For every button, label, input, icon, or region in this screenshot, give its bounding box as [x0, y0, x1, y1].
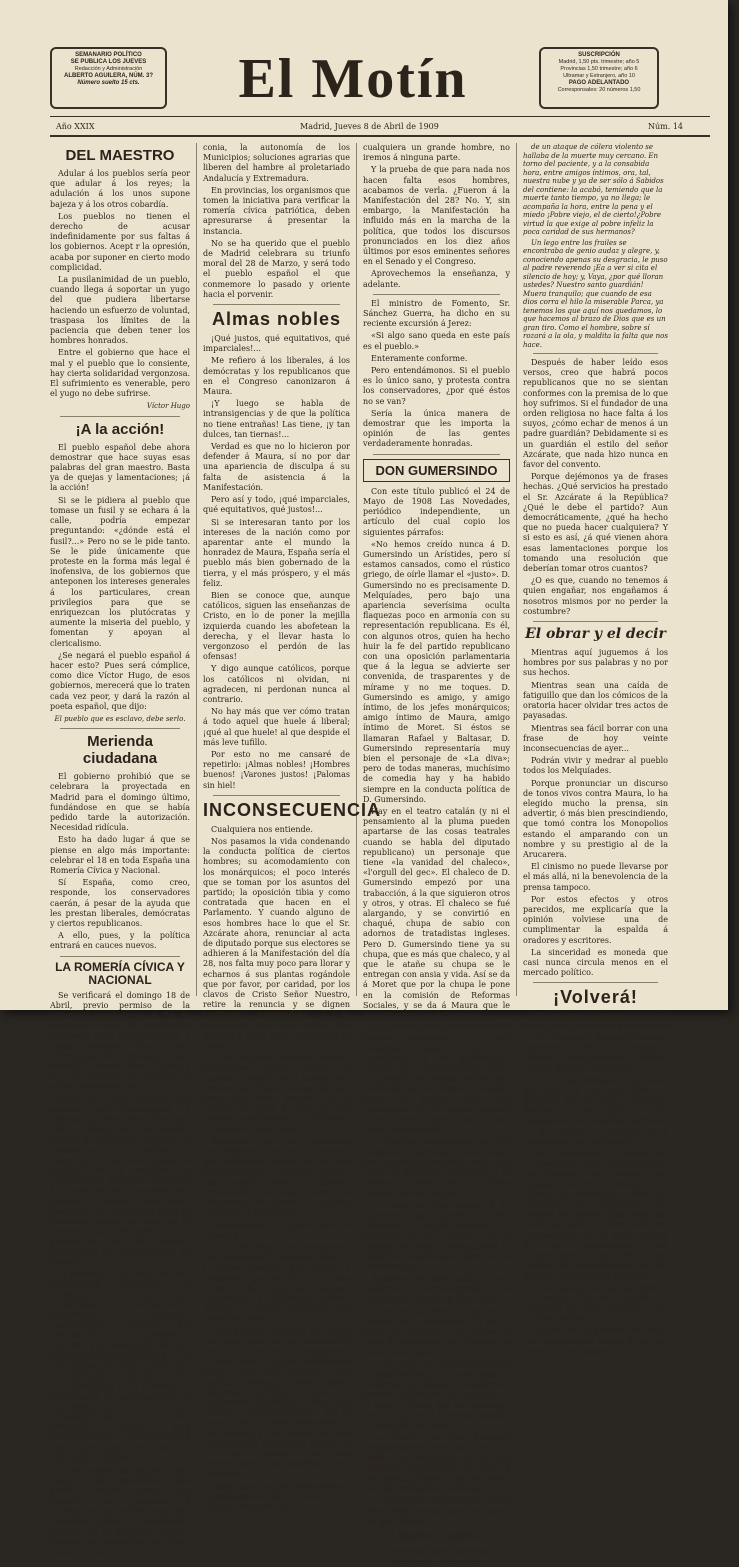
separator [533, 353, 658, 354]
paragraph: Y la prueba de que para nada nos hacen falta esos hombres, acabamos de verla. ¿Fueron á la Manifestación del 28? No. Y, sin embargo, la Manifestación ha influido más en la marcha de la política, que todos los discursos pronunciados en los diez años últimos por esos eminentes señores en el Senado y el Congreso. [363, 165, 510, 267]
paragraph: El cinismo no puede llevarse por el más allá, ni la benevolencia de la prensa tampoco. [523, 862, 668, 892]
paragraph: Sí España, como creo, responde, los conservadores caerán, á pesar de la ayuda que les prestan liberales, demócratas y ciertos republicanos. [50, 878, 190, 928]
paragraph: Y digo aunque católicos, porque los católicos ni olvidan, ni agradecen, ni perdonan nunca al contrario. [203, 664, 350, 704]
paragraph: Pero así y todo, ¡qué imparciales, qué equitativos, qué justos!... [203, 495, 350, 515]
paragraph: Pero entendámonos. Si el pueblo es lo único sano, y protesta contra los conservadores, ¿por qué éstos no se van? [363, 366, 510, 406]
paragraph: Hay en el teatro catalán (y ni el pensamiento al la pluma pueden apartarse de las cosas teatrales cuando se habla del diputado republicano) un personaje que tiene «la vanidad del chaleco», «l'orgull del gec». El chaleco de D. Gumersindo empezó por una trabacción, á la que siguieron otros y otros, y otras. El chaleco se fué alargando, y se convirtió en chaqué, chupa de sabio con adornos de tratadistas ingleses. Pero D. Gumersindo tiene ya su chupa, que es más que chaleco, y al que le atañe su chupa se le entregan con ansia y vida. Así se da á Moret que por la chupa le pone en la comisión de Reformas Sociales, y se da á Maura que le deja discurrir en el Congreso. [363, 806, 510, 1021]
right-box-line3: Ultramar y Extranjero, año 10 [563, 73, 635, 79]
article-heading-el-obrar: El obrar y el decir [525, 626, 666, 643]
separator [213, 795, 340, 796]
paragraph: Después de haber leído esos versos, creo que habrá pocos republicanos que no se sientan conformes con la premisa de lo que hoy sufrimos. Si el fundador de una orden religiosa no hace falta á los suyos, ¿cómo echar de menos á un padre guardián? Debidamente si es un guardián el estilo del señor Azcárate, que nada hizo nunca en favor del convento. [523, 358, 668, 470]
paragraph: Como por feliz iniciativa del senador por Guadalajara y diputado por Barcelona, don Juan Sol y Ortega, por indicaciones hechas de distintas ciudades, la romería se ha de verificar el mismo día 18 en toda España, la solicitud se ha ampliado la convocatoria, señalando dos fines á la romería cívica nacional: uno general ó español; otro local, madrileño. El segundo es pedir al Gobierno inspire sus actos, en lo relativo al Canal de Isabel II, en la proposición de la minoría republicana del Ayuntamiento de Madrid. [50, 1094, 190, 1267]
article-heading-romeria: LA ROMERÍA CÍVICA Y NACIONAL [55, 959, 185, 987]
article-heading-merienda: Merienda ciudadana [82, 733, 158, 768]
paragraph: ¿O es que, cuando no tenemos á quien engañar, nos engañamos á nosotros mismos por no perder la costumbre? [523, 576, 668, 616]
paragraph: No hay más que ver cómo tratan á todo aquel que huele á liberal; ¡qué al que huele! al que despide el más leve tufillo. [203, 707, 350, 747]
article-heading-volvera: ¡Volverá! [553, 987, 638, 1008]
right-box-line2: Provincias 1,50 trimestre; año 6 [560, 66, 638, 72]
signature: Víctor Hugo [146, 402, 190, 411]
article-heading-almas-nobles: Almas nobles [211, 309, 342, 330]
paragraph: Verdad es que no lo hicieron por defender á Maura, sí no por dar una apariencia de disculpa á su falta de asistencia á la Manifestación. [203, 442, 350, 492]
column-4 [523, 143, 668, 1356]
paragraph: El gobierno prohibió que se celebrara la proyectada en Madrid para el domingo último, fundándose en que se había pedido tarde la autorización. Necesidad ridícula. [50, 772, 190, 833]
masthead-rule-top [50, 116, 710, 117]
paragraph: Por esto no me cansaré de repetirlo: ¡Almas nobles! ¡Hombres buenos! ¡Varones justos! ¡Palomas sin hiel! [203, 749, 350, 790]
masthead-rule-bottom [50, 135, 710, 137]
paragraph: Reproducido este artículo, por hallarme completamente de acuerdo con lo que en él se dice. [363, 1274, 510, 1304]
separator [533, 982, 658, 983]
paragraph: Adular á los pueblos sería peor que adular á los reyes; la adulación á los unos supone bajeza y á los otros cobardía. [50, 169, 190, 209]
paragraph: En el juego que se traen liberales y conservadores, les hacen falta los Azcárates que hagan en nombre del partido republicano la oposición en el modo y forma que les convenga. Pero lo que es á nosotros, maldita la falta que nos hacen. [363, 1359, 510, 1430]
paragraph: No se ha querido que el pueblo de Madrid celebrara su triunfo moral del 28 de Marzo, y será todo el pueblo español el que conmemore lo pasado y oriente hacia el porvenir. [203, 238, 350, 299]
paragraph: Sí; en las primeras elecciones que haya, y sea cual fuere el gobierno que las haga, tendrá un distrito, el de León ú otro cualquiera, sin candidato enfrente. Es de justicia. Y además es la costumbre. Casi la tradición. [523, 1075, 668, 1146]
paragraph: La política entre los hombres de partidos extremos, y no hay extremos mayores que el republicano y el monárquico, cuando no es intransigencia feroz, se convierte en blando contubernio. Confesada por él mismo la amistad íntima con Maura, ¿cómo este republicano ha de sentir ardores contra Maura contra todo lo que Maura representa? [363, 1023, 510, 1135]
paragraph: Esos hombres carecen de fuerza real; sólo tienen lo que nosotros les damos. ¿A qué, pues, lamentarnos si nos dejan? ¿Qué hubiéramos tenido valor para echarlos hace mucho tiempo! ¿Qué podía habernos sucedido? ¿Qué no tuviéramos República? Pues así estamos. Pero lamentamos, por lo menos, más fe, más entusiasmo y más energía, y todo lo que son esos hombres han aniquilado; porque si no han podido, con sus irresoluciones, sus cobardías y sus egoísmos. [203, 1326, 350, 1479]
separator [533, 621, 658, 622]
paragraph: La sinceridad es moneda que casi nunca circula menos en el mercado político. [523, 947, 668, 978]
paragraph: Entre el gobierno que hace el mal y el pueblo que lo consiente, hay cierta solidaridad vergonzosa. El sufrimiento es venerable, pero el yugo no debe sufrirse. [50, 348, 190, 399]
paragraph: En vano es que digáis á D. Gumersindo que la política no tiene entrañas. El seguirá poniendo las ternuras de su corazón en la amistad de Maura y al algo sobre lo cederá los republicanos para que se entretengan.» [363, 1200, 510, 1271]
paragraph: Ya lo sabéis, ¡no tan solemne!... Lo repito: No se concibe el Congreso sin el Sr. Azcárate... Por lo tanto, volverá. [523, 1283, 668, 1324]
poem-stanza: Un lego entre los frailes se encontraba de genio audaz y alegre, y, conociendo apenas su desgracia, le puso al padre reverendo ¡Ea a ver si cita el silencio de hoy; y, Vaya, ¿por qué lloran ustedes? Nuestro santo guardián! Muera tranquilo; que cuando de esa dios corra el hilo la miserable Parca, ya tenemos los que aquí nos quedamos, lo que hacemos al brazo de Dios que es un gran tiro. Como el hombre, sobre sí rozará a la ola, y maldita la falta que nos hace. [523, 238, 668, 349]
paragraph: Me refiero á los liberales, á los demócratas y los republicanos que en el Congreso canonizaron á Maura. [203, 356, 350, 397]
article-heading-del-maestro: DEL MAESTRO [65, 147, 175, 164]
paragraph: En provincias, los organismos que tomen la iniciativa para verificar la romería cívica patriótica, deben apresurarse á presentar la instancia. [203, 185, 350, 236]
newspaper-title: El Motín [238, 48, 468, 110]
paragraph: ¿Quieso ser el primero en llevar esta consoladora nueva á los que lloran su corta ausencia. [523, 1326, 668, 1356]
column-2 [203, 143, 382, 1511]
paragraph: ¡Qué justos, qué equitativos, qué imparciales!... [203, 334, 350, 354]
paragraph: Sí; el Sr. Azcárate es uno de los sostenes de la monarquía. Si así no fuese, no hubieran ido Maura ni Dato á suplicarle que retirara la renuncia del acta. [363, 1306, 510, 1357]
separator [60, 956, 180, 957]
separator [60, 416, 180, 417]
article-heading-inconsecuencia: INCONSECUENCIA [203, 799, 382, 820]
paragraph: Porque dejémonos ya de frases hechas. ¿Qué servicios ha prestado el Sr. Azcárate á la República? ¿Qué le debe el partido? Aun democráticamente, ¿qué ha hecho que no pueda hacer cualquiera? Y si esto es así, ¿á qué vienen ahora esas lamentaciones porque los tomando una resolución que deberían tomar otros cuantos? [523, 472, 668, 574]
poem-heading: A muertos y á idos... [387, 1531, 486, 1542]
right-box-line1: Madrid, 1,50 pts. trimestre; año 5 [558, 59, 640, 65]
separator [373, 454, 500, 455]
article-heading-don-gumersindo: DON GUMERSINDO [363, 459, 510, 482]
paragraph: Esto ha dado lugar á que se piense en algo más importante: celebrar el 18 en toda España una Romería Cívica y Nacional. [50, 835, 190, 875]
paragraph: ¿Se negará el pueblo español á hacer esto? Pues será cómplice, como dice Víctor Hugo, de esos gobiernos, merecerá que lo traten cada vez peor, y dará la razón al poeta español, que dijo: [50, 650, 190, 711]
paragraph: Si se interesaran tanto por los intereses de la nación como por aparentar ante el mundo la honradez de Maura, España sería el pueblo más bien gobernado de la tierra, y el más próspero, y el más feliz. [203, 517, 350, 588]
paragraph: Mientras aquí juguemos á los hombres por sus palabras y no por sus hechos. [523, 648, 668, 678]
paragraph: Siguiendo con este veleidoso procedimiento, no me extrañaría que sabiésemos algún día ver una Manifestación, en señal de santón, para rogarle que se dignara concedernos la alta honra de escupirnos, en premio á nuestra abyección y servilismo. [203, 1136, 350, 1218]
paragraph: El pueblo español debe ahora demostrar que hace suyas esas palabras del gran maestro. Basta ya de quejas y lamentaciones; ¡á la acción! [50, 442, 190, 493]
paragraph: ¡Oh vosotros, republicanos que lloráis la ausencia del Sr. Azcárate en el Congreso! Enjugad vuestras lágrimas y dad una tregua á vuestra desconsolada noticia: volverá pronto á su escaño! [523, 1012, 668, 1073]
paragraph: Con este título publicó el 24 de Mayo de 1908 Las Novedades, periódico independiente, un artículo del cual copio los siguientes párrafos: [363, 486, 510, 537]
paragraph: Si se le pidiera al pueblo que tomase un fusil y se echara á la calle, podría empezar preguntando: «¿dónde está el fusil?...» Pero no se le pide tanto. Se le pide únicamente que proteste en la forma más legal é inofensiva, de los gobiernos que anteponen los intereses generales á los particulares, crean privilegios para que se enriquezcan los plutócratas y aumente la miseria del pueblo, y fomentan y apoyan al clericalismo. [50, 495, 190, 648]
paragraph: La pusilanimidad de un pueblo, cuando llega á soportar un yugo del que pudiera libertarse haciendo un esfuerzo de voluntad, traspasa los límites de la paciencia que deben tener los hombres honrados. [50, 275, 190, 346]
masthead-right-box [539, 47, 659, 109]
paragraph: Los pueblos no tienen el derecho de acusar indefinidamente por sus faltas á los gobiernos. Acept r la opresión, acaba por suponer en cierto modo complicidad. [50, 211, 190, 272]
paragraph: ¡Y luego se habla de intransigencias y de que la política no tiene entrañas! Las tiene, ¡y tan dulces, tan tiernas!... [203, 399, 350, 439]
right-box-line4: PAGO ADELANTADO [568, 80, 630, 86]
poem-stanza: de un ataque de cólera violento se hallaba de la muerte muy cercano. En torno del paciente, y a la consabida hora, entre amigos íntimos, ora, tal, nuestra nube y ya de ser sólo á Sabidos del contiene: la acabó, temiendo que la muerte tanto tiempo, ya no llega; le acompaña la hora, entre la pena y el miedo ¡Pobre viejo, el de cierto!¿Pobre virtud la que exige al pobre infeliz la poca caridad de sus hermanos? [523, 143, 664, 236]
paragraph: La siguiente composición parece haber sido escrita para demostrar eso que afirmo: [363, 1496, 510, 1526]
paragraph: A esta aspiración nacional, cada región, cada provincia, cada pueblo, añadirá, como hace Madrid, una protesta ó reclamación de índole local. Así, Barcelona pedirá la aprobación del acta de su diputado Lerroux; Galicia, la redención de foros; Navarra y Vas- [50, 1465, 190, 1557]
separator [373, 294, 500, 295]
paragraph: Sería la única manera de demostrar que les importa la opinión de las gentes verdaderamente honradas. [363, 408, 510, 449]
paragraph: A ello, pues, y la política entrará en cauces nuevos. [50, 931, 190, 951]
right-box-line5: Corresponsales: 20 números 1,50 [557, 87, 641, 93]
paragraph: «No hemos creído nunca á D. Gumersindo un Arístides, pero sí estamos cansados, como el rústico griego, de oírle llamar el «justo». D. Gumersindo no es precisamente D. Melquíades, pero bajo una apariencia severísima oculta flaquezas poco en armonía con su representación republicana. Es él, con algunos otros, quien ha hecho huir la fe del partido republicano con una oposición parlamentaria que á la legua se advierte ser convenida, de trasparentes y de mírame y no me toques. D. Gumersindo es amigo, y amigo íntimo, de los jefes monárquicos; amigo íntimo de Maura, amigo íntimo de Moret. Si éstos se llamaran Rafael y Baltasar, D. Gumersindo representaría muy bien el personaje de «La diva»; pero de todas maneras, muchísimo de comedia hay y ha habido siempre en la conducta política de D. Gumersindo. [363, 539, 510, 804]
separator [60, 728, 180, 729]
paragraph: El primero, el nacional, es este: PROTESTAR CONTRA LA CONDUCTA POLÍTICA DEL GOBIERNO, LA CONSTANTE INVASIÓN CLERICAL TRIUNFANTE, CONTRA SU TENDENCIA REACCIONARIA Y CONTRA LOS PRIVILEGIOS QUE INJUSTAMENTE DISPENSA A LA PLUTOCRACIA CON DAÑO DE LA CULTURA, LA PRODUCCIÓN, EL COMERCIO Y EL TRABAJO, Y RECLAMAR LA ABROGACIÓN Ó REFORMA DE LA LEY DE JURISDICCIONES Y UNA AMNISTÍA PARA LOS PROCESADOS Y CONDENADOS POR DELITOS DE ÍNDOLE POLÍTICA Ó SOCIAL. [50, 1270, 190, 1463]
paragraph: Por estos efectos y otros parecidos, me explicaría que la opinión volviese una de cumplimentar la espalda á oradores y escritores. [523, 894, 668, 945]
paragraph: El ministro de Fomento, Sr. Sánchez Guerra, ha dicho en su reciente excursión á Jerez: [363, 298, 510, 329]
article-heading-a-la-accion: ¡A la acción! [75, 420, 165, 438]
paragraph: La teoría de los hombres indispensables está hoy por los suelos, aun tratándose de los que realmente representan un valor ó una fuerza. ¿Cómo no ha de estarlo para las medianías medianas? [363, 1433, 510, 1494]
paragraph: Se verificará el domingo 18 de Abril, previo permiso de la autoridad competente. A fin de obtenerlo con la antelación necesaria para la propaganda y evitar pretexto, hoy mismo entregarán los diputados por Madrid D. Benito Pérez Galdós y D. Luis Morote la solicitud al señor gobernador civil. [50, 990, 190, 1092]
dateline-number: Núm. 14 [648, 122, 684, 131]
left-box-line4: Número suelto 15 cts. [77, 80, 140, 86]
masthead-left-box [50, 47, 167, 109]
paragraph: Si el fetichismo era vergonzoso aun tratándose de hombres como Pí y Margall, Castelar, Ruiz Zorrilla y Salmerón, que al fin y al cabo hicieron algo, ¿qué no resultará aplicándolo á Azcárates, Labras, Álvarez y demás medianías que nada han hecho? [203, 1242, 350, 1324]
column-divider [516, 143, 517, 996]
paragraph: conia, la autonomía de los Municipios; soluciones agrarias que liberen del hambre al proletariado Andalucía y Extremadura. [203, 143, 350, 183]
column-divider [356, 143, 357, 996]
left-box-line2: Redacción y Administración [74, 66, 143, 72]
paragraph: Porque pronunciar un discurso de tonos vivos contra Maura, lo ha elegido mucho la prensa, sin advertir, ó más bien prescindiendo, que tomó contra los Monopolios estando el amparando con un nombre y su prestigio al de la Arucarera. [523, 778, 668, 859]
paragraph: «Si algo sano queda en este país es el pueblo.» [363, 331, 510, 351]
paragraph: Hasta que no nos convenzamos completamente de la manía, ó el vicio, de hacer de un [203, 1481, 350, 1511]
column-3 [363, 143, 510, 1567]
separator [213, 304, 340, 305]
column-1 [50, 143, 190, 1557]
left-box-heading: SEMANARIO POLÍTICO [75, 52, 142, 58]
paragraph: Republicanos: un poco más de seriedad. [203, 1220, 350, 1240]
paragraph: Aprovechemos la enseñanza, y adelante. [363, 269, 510, 289]
dateline-year: Año XXIX [56, 122, 95, 131]
paragraph: Mientras sean una caída de fatiguillo que dan los cómicos de la oratoria hacer olvidar tres actos de payasadas. [523, 680, 668, 721]
paragraph: El partido republicano ha ido muriendo, muriendo envenenado por los malos ejemplos de estos que antes se llamaban «traidores á la causa» y ahora se les llama «amigos de sus amigos». [363, 1137, 510, 1198]
paragraph: Nos pasamos la vida condenando la conducta política de ciertos hombres; su acomodamiento con los monárquicos; el poco interés que se toman por los asuntos del partido; la oposición tibia y como contratada que hacen en el Parlamento. Y cuando alguno de esos hombres hace lo que el Sr. Azcárate ahora, renunciar al acta de diputado porque sus electores se adhieren á la Manifestación del día 28, nos falta muy poco para llorar y echarnos á sus plantas rogándole que por favor, por caridad, por los clavos de Cristo Señor Nuestro, retire la renuncia y se dignen continuar prestándole á la monarquía todo el apoyo que quieran y en la forma que les dé la gana. [203, 836, 350, 1051]
paragraph: Podrán vivir y medrar al pueblo todos los Melquíades. [523, 756, 668, 776]
paragraph: Mientras sea fácil borrar con una frase de hoy veinte inconsecuencias de ayer... [523, 723, 668, 753]
paragraph: Cualquiera nos entiende. [211, 824, 313, 834]
paragraph: Y los adjetivos honrado, eximio, integérrimo, sabio, gloria de España y orgullo de la humanidad, chocan, se cruzan, vuelan de aquí para allá, hasta posarse en la cabeza de aquel á quien en día anterior aplicábamos el calificativo de traidor ó poco menos. [203, 1053, 350, 1134]
right-box-heading: SUSCRIPCIÓN [578, 52, 620, 58]
paragraph: No se comprende el Congreso sin su presencia. Puede ir funcionando sin Cánovas, sin Castelar, sin Sagasta, sin Pí y Margall, sin Silvela, sin Salmerón... ¿Pero sin Azcárate? ¡No! ¡Imposible! ¡Un hombre tan sesudo, tan serio, tan recto, tan justo, y sobre todo tan complaciente, que lo mismo acepta de los monárquicos una vicepresidencia, que el ánimo ministerial irresponsable, el del Instituto de Reformas Sociales!... [523, 1149, 668, 1281]
left-box-line1: SE PUBLICA LOS JUEVES [70, 59, 147, 65]
poem-note: Un reverendo padre franciscano, guardián de un convento [377, 1548, 496, 1567]
quote-line: El pueblo que es esclavo, debe serlo. [54, 714, 186, 723]
column-divider [196, 143, 197, 996]
dateline-date: Madrid, Jueves 8 de Abril de 1909 [300, 122, 439, 131]
paragraph: cualquiera un grande hombre, no iremos á ninguna parte. [363, 143, 510, 163]
paragraph: Bien se conoce que, aunque católicos, siguen las enseñanzas de Cristo, en lo de poner la mejilla izquierda cuando les abofetean la derecha, y el llevar hasta lo vergonzoso el perdón de las ofensas! [203, 590, 350, 662]
left-box-line3: ALBERTO AGUILERA, NÚM. 3? [63, 73, 153, 79]
paragraph: Enteramente conforme. [371, 353, 468, 363]
